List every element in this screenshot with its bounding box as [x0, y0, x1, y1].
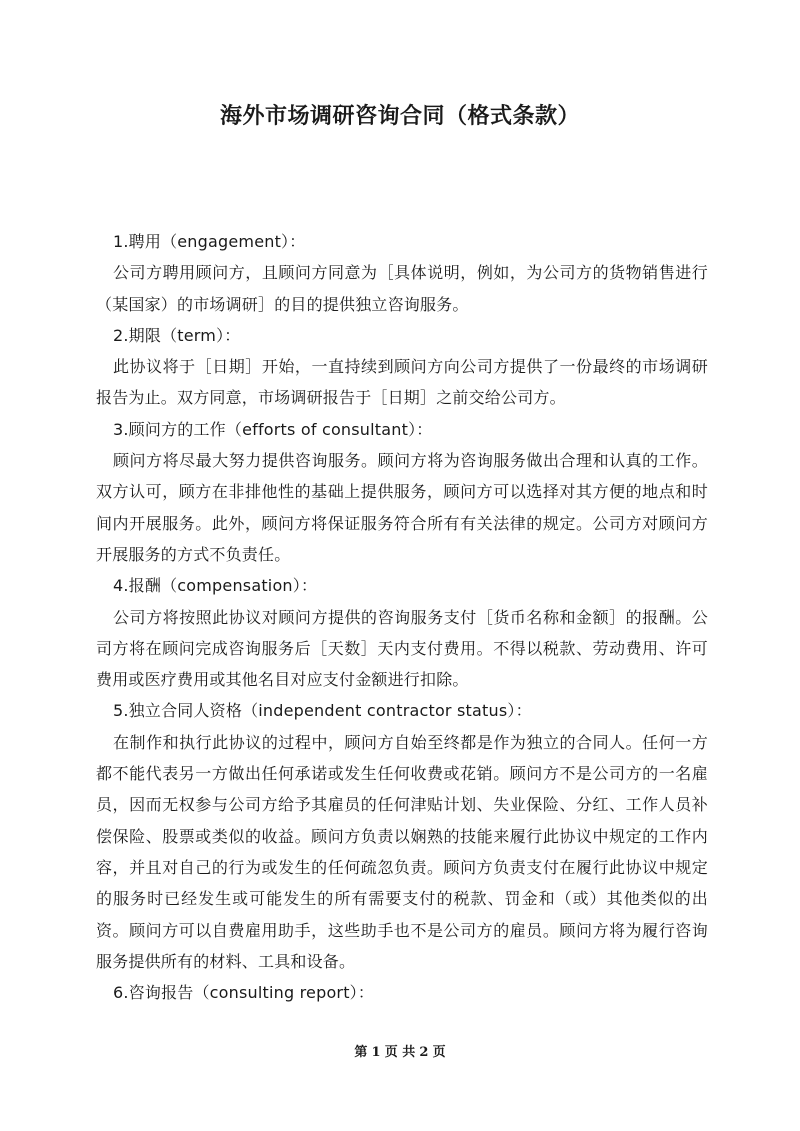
- footer-suffix: 页: [432, 1045, 446, 1060]
- document-body: [96, 226, 708, 1008]
- page-footer: [0, 1044, 800, 1062]
- section-paragraph: 公司方将按照此协议对顾问方提供的咨询服务支付［货币名称和金额］的报酬。公司方将在顾问完成咨询服务后［天数］天内支付费用。不得以税款、劳动费用、许可费用或医疗费用或其他名目对应支付金额进行扣除。: [96, 607, 708, 690]
- section-paragraph: 在制作和执行此协议的过程中，顾问方自始至终都是作为独立的合同人。任何一方都不能代表另一方做出任何承诺或发生任何收费或花销。顾问方不是公司方的一名雇员，因而无权参与公司方给予其雇员的任何津贴计划、失业保险、分红、工作人员补偿保险、股票或类似的收益。顾问方负责以娴熟的技能来履行此协议中规定的工作内容，并且对自己的行为或发生的任何疏忽负责。顾问方负责支付在履行此协议中规定的服务时已经发生或可能发生的所有需要支付的税款、罚金和（或）其他类似的出资。顾问方可以自费雇用助手，这些助手也不是公司方的雇员。顾问方将为履行咨询服务提供所有的材料、工具和设备。: [96, 732, 708, 971]
- section-heading: 4.报酬（compensation）：: [113, 576, 318, 596]
- section-heading: 5.独立合同人资格（independent contractor status）：: [113, 701, 532, 721]
- footer-total-pages: 2: [419, 1045, 429, 1060]
- section-heading: 2.期限（term）：: [113, 325, 241, 345]
- section-paragraph: 顾问方将尽最大努力提供咨询服务。顾问方将为咨询服务做出合理和认真的工作。双方认可，顾方在非排他性的基础上提供服务，顾问方可以选择对其方便的地点和时间内开展服务。此外，顾问方将保证服务符合所有有关法律的规定。公司方对顾问方开展服务的方式不负责任。: [96, 451, 708, 564]
- footer-prefix: 第: [354, 1045, 368, 1060]
- section-paragraph: 此协议将于［日期］开始，一直持续到顾问方向公司方提供了一份最终的市场调研报告为止。双方同意，市场调研报告于［日期］之前交给公司方。: [96, 357, 708, 408]
- section-paragraph: 公司方聘用顾问方，且顾问方同意为［具体说明，例如，为公司方的货物销售进行（某国家）的市场调研］的目的提供独立咨询服务。: [96, 263, 708, 314]
- section-heading: 6.咨询报告（consulting report）：: [113, 983, 375, 1003]
- document-title: 海外市场调研咨询合同（格式条款）: [219, 104, 580, 129]
- section-heading: 3.顾问方的工作（efforts of consultant）：: [113, 419, 433, 439]
- footer-middle: 页 共: [384, 1045, 416, 1060]
- section-heading: 1.聘用（engagement）：: [113, 232, 306, 251]
- footer-current-page: 1: [371, 1045, 381, 1060]
